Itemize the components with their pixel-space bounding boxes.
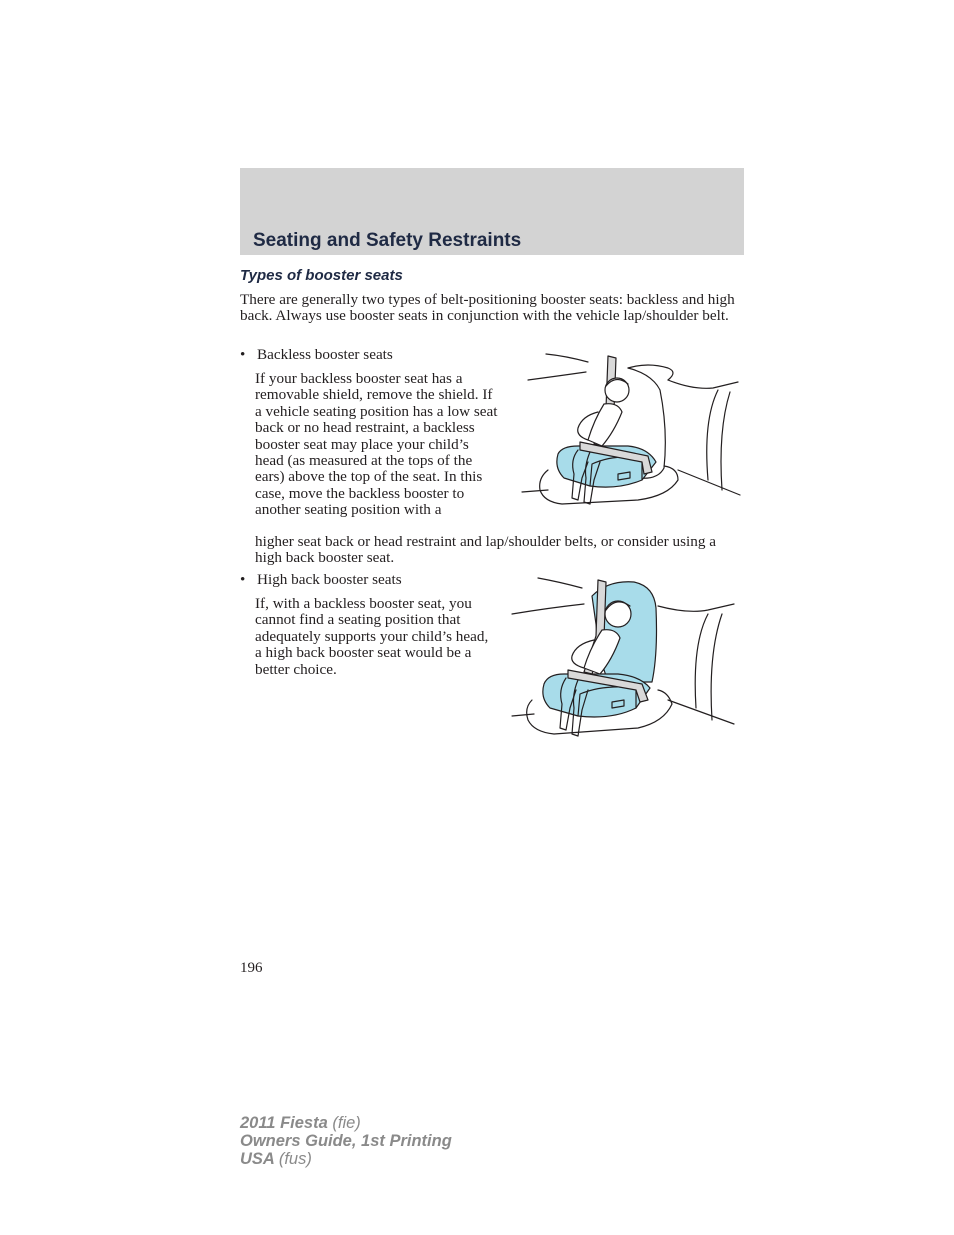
document-footer (240, 1114, 452, 1168)
footer-guide: Owners Guide, 1st Printing (240, 1132, 452, 1150)
high-back-booster-illustration (508, 574, 736, 740)
bullet-label: Backless booster seats (257, 346, 393, 363)
bullet-backless (240, 347, 393, 363)
backless-description: If your backless booster seat has a removable shield, remove the shield. If a vehicle seating position has a low seat back or no head restraint, a backless booster seat may place your child’s head (as measured at the tops of the ears) above the top of the seat. In this case, move the backless booster to another seating position with a (255, 370, 498, 519)
bullet-high-back (240, 572, 402, 588)
bullet-label: High back booster seats (257, 571, 402, 588)
footer-market: USA (240, 1150, 275, 1168)
intro-paragraph: There are generally two types of belt-positioning booster seats: backless and high back. Always use booster seats in conjunction with the vehicle lap/shoulder belt. (240, 291, 735, 325)
bullet-dot-icon: • (240, 346, 246, 363)
bullet-dot-icon: • (240, 571, 246, 588)
footer-model-code: (fie) (332, 1114, 361, 1132)
page-number: 196 (240, 960, 263, 976)
backless-booster-illustration (518, 350, 742, 512)
subsection-heading: Types of booster seats (240, 267, 403, 284)
high-back-description: If, with a backless booster seat, you cannot find a seating position that adequately supports your child’s head, a high back booster seat would be a better choice. (255, 595, 489, 678)
footer-model: 2011 Fiesta (240, 1114, 328, 1132)
section-title: Seating and Safety Restraints (253, 230, 522, 251)
backless-description-continued: higher seat back or head restraint and lap/shoulder belts, or consider using a high back booster seat. (255, 533, 716, 567)
section-header-bar (240, 168, 744, 255)
footer-market-code: (fus) (278, 1150, 312, 1168)
